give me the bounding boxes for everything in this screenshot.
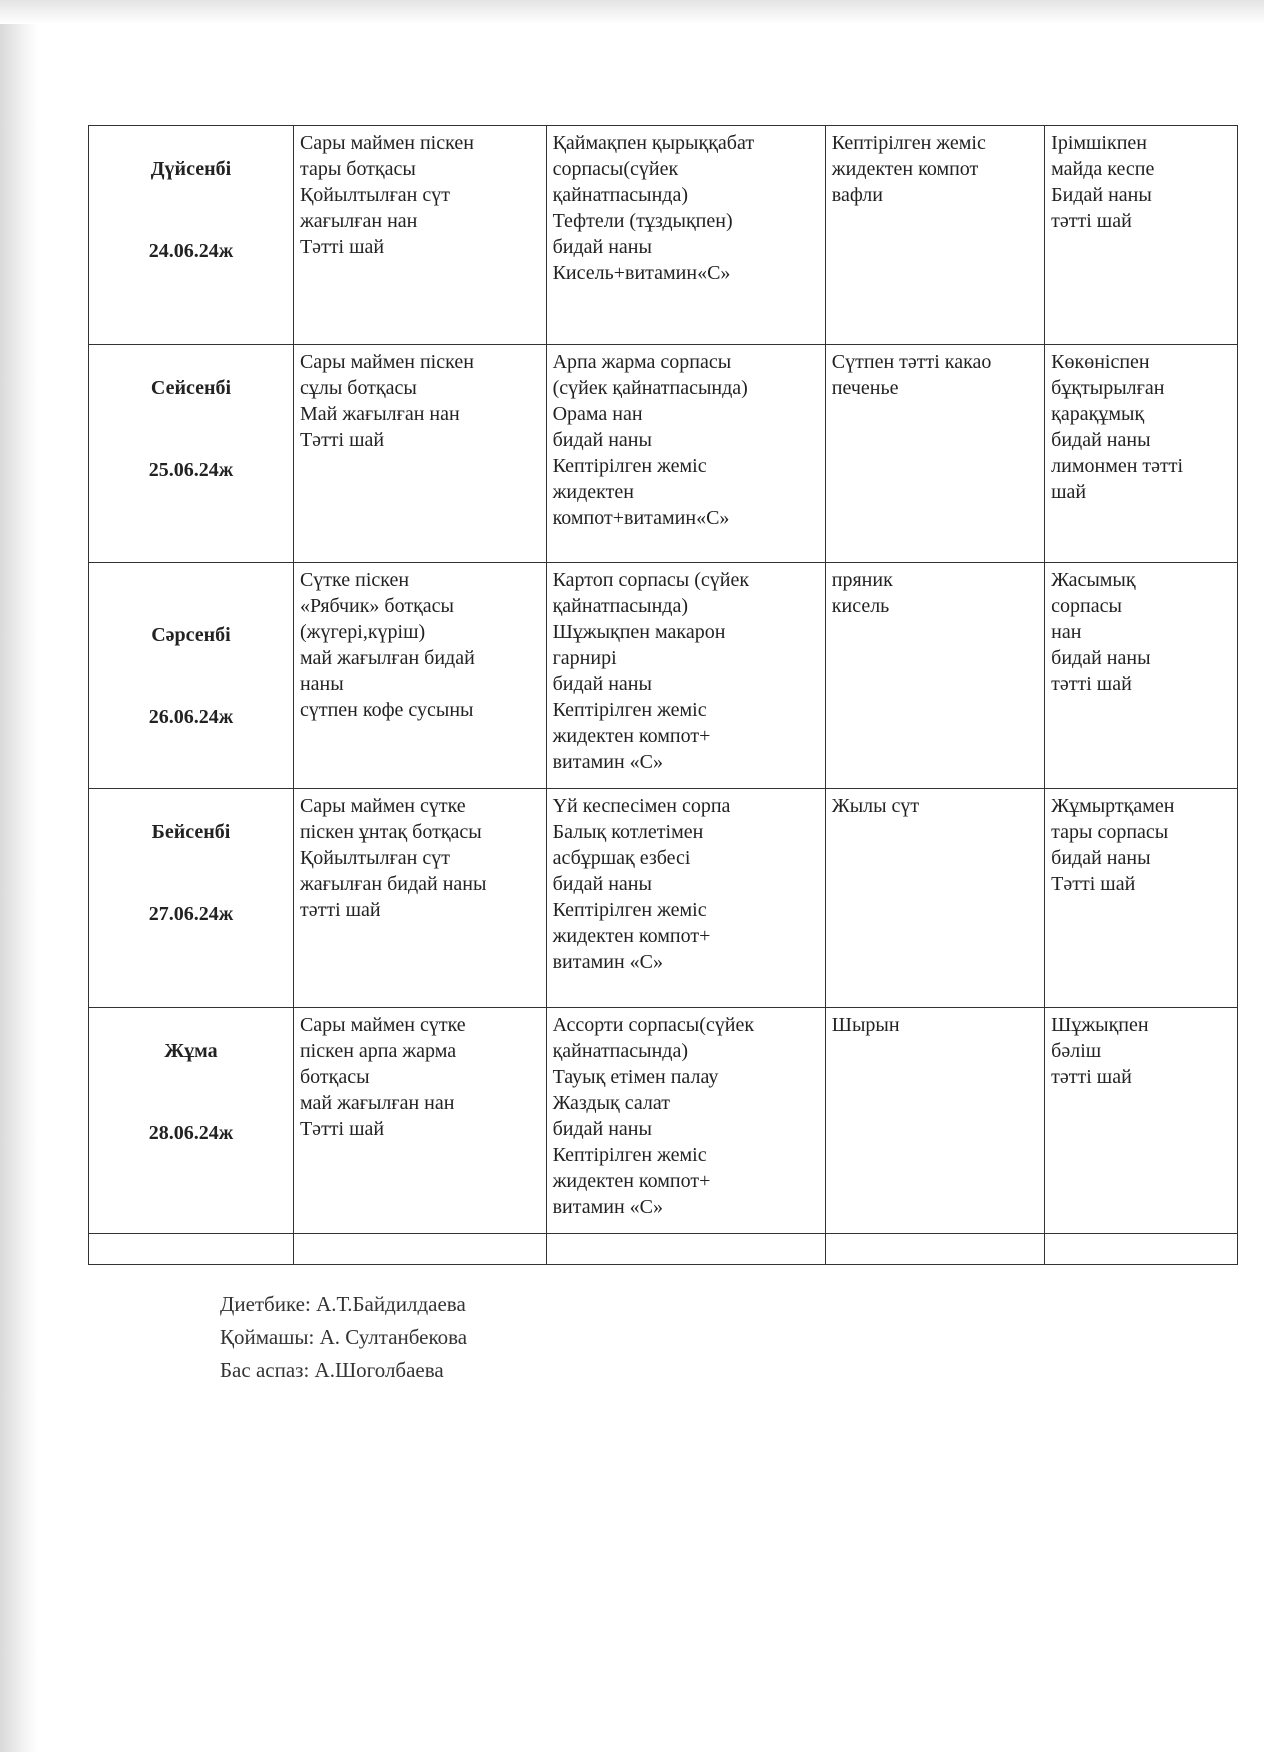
lunch-cell: Картоп сорпасы (сүйек қайнатпасында) Шұжықпен макарон гарнирі бидай наны Кептірілген жеміс жидектен компот+ витамин «С» xyxy=(546,563,825,789)
dinner-cell: Көкөніспен бұқтырылған қарақұмық бидай наны лимонмен тәтті шай xyxy=(1045,344,1238,563)
table-row xyxy=(89,344,1238,563)
day-cell xyxy=(89,126,294,345)
day-name: Бейсенбі xyxy=(151,821,231,844)
weekly-menu-table xyxy=(88,125,1238,1265)
table-row xyxy=(89,126,1238,345)
snack-cell: Кептірілген жеміс жидектен компот вафли xyxy=(825,126,1044,345)
lunch-cell: Арпа жарма сорпасы (сүйек қайнатпасында) Орама нан бидай наны Кептірілген жеміс жидектен компот+витамин«С» xyxy=(546,344,825,563)
dinner-cell: Ірімшікпен майда кеспе Бидай наны тәтті шай xyxy=(1045,126,1238,345)
lunch-cell: Қаймақпен қырыққабат сорпасы(сүйек қайнатпасында) Тефтели (тұздықпен) бидай наны Кисель+витамин«С» xyxy=(546,126,825,345)
breakfast-cell: Сары маймен піскен сұлы ботқасы Май жағылған нан Тәтті шай xyxy=(293,344,546,563)
empty-cell xyxy=(293,1233,546,1264)
day-date: 25.06.24ж xyxy=(148,458,234,481)
day-cell xyxy=(89,344,294,563)
empty-table-row xyxy=(89,1233,1238,1264)
breakfast-cell: Сары маймен сүтке піскен ұнтақ ботқасы Қойылтылған сүт жағылған бидай наны тәтті шай xyxy=(293,789,546,1008)
snack-cell: Сүтпен тәтті какао печенье xyxy=(825,344,1044,563)
dinner-cell: Шұжықпен бәліш тәтті шай xyxy=(1045,1007,1238,1233)
storekeeper-signature: Қоймашы: А. Султанбекова xyxy=(220,1325,468,1349)
snack-cell: Жылы сүт xyxy=(825,789,1044,1008)
dinner-cell: Жасымық сорпасы нан бидай наны тәтті шай xyxy=(1045,563,1238,789)
table-row xyxy=(89,789,1238,1008)
day-cell xyxy=(89,789,294,1008)
day-cell xyxy=(89,1007,294,1233)
day-date: 24.06.24ж xyxy=(148,240,234,262)
breakfast-cell: Сары маймен сүтке піскен арпа жарма ботқасы май жағылған нан Тәтті шай xyxy=(293,1007,546,1233)
empty-cell xyxy=(1045,1233,1238,1264)
table-row xyxy=(89,563,1238,789)
scan-shadow xyxy=(0,0,38,1752)
empty-cell xyxy=(546,1233,825,1264)
head-cook-signature: Бас аспаз: А.Шоголбаева xyxy=(220,1358,444,1382)
signature-block xyxy=(220,1288,467,1387)
day-name: Сәрсенбі xyxy=(151,623,231,646)
lunch-cell: Ассорти сорпасы(сүйек қайнатпасында) Тауық етімен палау Жаздық салат бидай наны Кептірілген жеміс жидектен компот+ витамин «С» xyxy=(546,1007,825,1233)
scan-top-shadow xyxy=(0,0,1264,24)
day-date: 28.06.24ж xyxy=(148,1121,234,1144)
empty-cell xyxy=(825,1233,1044,1264)
breakfast-cell: Сары маймен піскен тары ботқасы Қойылтылған сүт жағылған нан Тәтті шай xyxy=(293,126,546,345)
snack-cell: пряник кисель xyxy=(825,563,1044,789)
table-row xyxy=(89,1007,1238,1233)
day-date: 27.06.24ж xyxy=(148,903,234,926)
empty-cell xyxy=(89,1233,294,1264)
day-name: Жұма xyxy=(164,1039,218,1062)
day-name: Дүйсенбі xyxy=(150,158,232,180)
dietitian-signature: Диетбике: А.Т.Байдилдаева xyxy=(220,1292,466,1316)
day-date: 26.06.24ж xyxy=(148,705,234,728)
day-name: Сейсенбі xyxy=(150,376,232,399)
lunch-cell: Үй кеспесімен сорпа Балық котлетімен асбұршақ езбесі бидай наны Кептірілген жеміс жидектен компот+ витамин «С» xyxy=(546,789,825,1008)
breakfast-cell: Сүтке піскен «Рябчик» ботқасы (жүгері,күріш) май жағылған бидай наны сүтпен кофе сусыны xyxy=(293,563,546,789)
dinner-cell: Жұмыртқамен тары сорпасы бидай наны Тәтті шай xyxy=(1045,789,1238,1008)
day-cell xyxy=(89,563,294,789)
snack-cell: Шырын xyxy=(825,1007,1044,1233)
